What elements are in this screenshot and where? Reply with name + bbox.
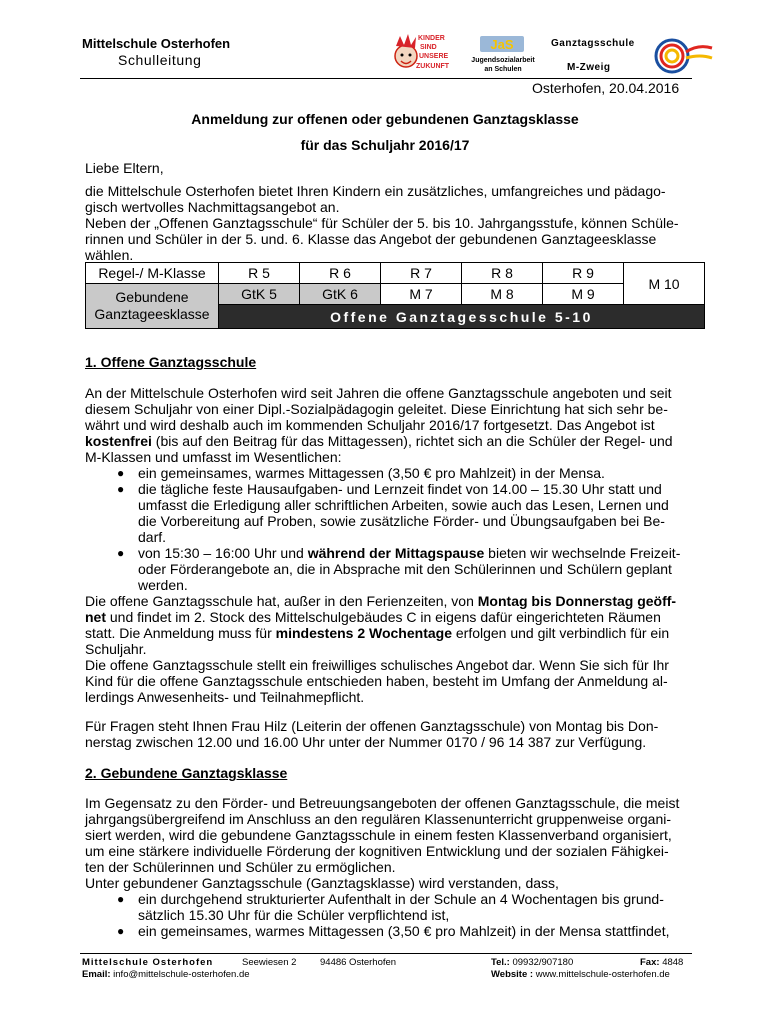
s1-bullet-1: ein gemeinsames, warmes Mittagessen (3,50 € pro Mahlzeit) in der Mensa. — [138, 465, 605, 481]
intro-line: gisch wertvolles Nachmittagsangebot an. — [85, 199, 340, 215]
footer-tel-label: Tel.: — [491, 957, 510, 968]
footer-fax-label: Fax: — [640, 957, 660, 968]
s1-p2-l3-pre: statt. Die Anmeldung muss für — [85, 625, 276, 641]
s1-b3-bold: während der Mittagspause — [307, 545, 485, 561]
s2-line: um eine stärkere individuelle Förderung der kognitiven Entwicklung und der sozialen Fähigkei- — [85, 843, 669, 859]
cell-m8: M 8 — [462, 284, 543, 305]
s2-bullet-2: ein gemeinsames, warmes Mittagessen (3,50 € pro Mahlzeit) in der Mensa stattfindet, — [138, 923, 670, 939]
s1-bullet-3 — [138, 545, 680, 561]
s1-p2 — [85, 609, 661, 625]
footer-web — [491, 969, 670, 981]
intro-line: Neben der „Offenen Ganztagsschule“ für Schüler der 5. bis 10. Jahrgangsstufe, können Schüle- — [85, 215, 679, 231]
s1-bullet-3: oder Förderangebote an, die in Absprache mit den Schülerinnen und Schülern geplant — [138, 561, 672, 577]
s2-line: siert werden, wird die gebundene Ganztagsschule in einem festen Klassenverband organisiert, — [85, 827, 672, 843]
cell-m7: M 7 — [381, 284, 462, 305]
cell-r8: R 8 — [462, 263, 543, 284]
section2-heading: 2. Gebundene Ganztagsklasse — [85, 765, 288, 781]
s1-line: diesem Schuljahr von einer Dipl.-Sozialpädagogin geleitet. Diese Einrichtung hat sich sehr be- — [85, 401, 668, 417]
intro-line: die Mittelschule Osterhofen bietet Ihren Kindern ein zusätzliches, umfangreiches und pädago- — [85, 183, 666, 199]
s1-line: währt und wird deshalb auch im kommenden Schuljahr 2016/17 fortgesetzt. Das Angebot ist — [85, 417, 655, 433]
section1-heading: 1. Offene Ganztagsschule — [85, 354, 257, 370]
s1-p4: Für Fragen steht Ihnen Frau Hilz (Leiterin der offenen Ganztagsschule) von Montag bis Don- — [85, 718, 659, 734]
s1-b3-pre: von 15:30 – 16:00 Uhr und — [138, 545, 308, 561]
footer-email — [82, 969, 250, 981]
s1-bullet-3: werden. — [138, 577, 188, 593]
footer-street: Seewiesen 2 — [242, 957, 297, 968]
s1-p2-l3-bold: mindestens 2 Wochentage — [275, 625, 452, 641]
date-line: Osterhofen, 20.04.2016 — [532, 80, 680, 96]
s1-p4: nerstag zwischen 12.00 und 16.00 Uhr unter der Nummer 0170 / 96 14 387 zur Verfügung. — [85, 734, 647, 750]
cell-r9: R 9 — [543, 263, 624, 284]
s1-line: An der Mittelschule Osterhofen wird seit Jahren die offene Ganztagsschule angeboten und seit — [85, 385, 672, 401]
footer-rule — [80, 953, 692, 954]
s2-bullet-1: sätzlich 15.30 Uhr für die Schüler verpflichtend ist, — [138, 907, 450, 923]
cell-r6: R 6 — [300, 263, 381, 284]
s1-bullet-2: darf. — [138, 529, 167, 545]
s1-bullet-2: umfasst die Erledigung aller schriftlichen Arbeiten, sowie auch das Lesen, Lernen und — [138, 497, 669, 513]
footer-fax-value: 4848 — [662, 957, 684, 968]
ganztagsschule-label: Ganztagsschule — [551, 38, 635, 49]
bullet-icon: ● — [117, 466, 125, 480]
row-label-gebunden — [86, 284, 219, 329]
s1-line — [85, 433, 673, 449]
s1-p3: lerdings Anwesenheits- und Teilnahmepflicht. — [85, 689, 365, 705]
s1-p2 — [85, 593, 676, 609]
s1-p2-l2: und findet im 2. Stock des Mittelschulgebäudes C in eigens dafür eingerichteten Räumen — [106, 609, 661, 625]
bullet-icon: ● — [117, 482, 125, 496]
footer-email-value[interactable]: info@mittelschule-osterhofen.de — [113, 969, 250, 980]
spiral-logo — [652, 36, 714, 76]
s2-line: Unter gebundener Ganztagsschule (Ganztagsklasse) wird verstanden, dass, — [85, 875, 559, 891]
cell-gtk5: GtK 5 — [219, 284, 300, 305]
cell-r7: R 7 — [381, 263, 462, 284]
s2-line: ten der Schülerinnen und Schüler zu ermöglichen. — [85, 859, 396, 875]
svg-text:ZUKUNFT: ZUKUNFT — [416, 63, 450, 70]
row-label-gebunden-2: Ganztageesklasse — [94, 306, 210, 322]
page-title: Anmeldung zur offenen oder gebundenen Ganztagsklasse — [191, 111, 579, 127]
footer-fax — [640, 957, 683, 969]
svg-text:SIND: SIND — [420, 44, 437, 51]
header-rule — [80, 78, 692, 79]
s1-p2-bold: Montag bis Donnerstag geöff- — [477, 593, 677, 609]
footer-email-label: Email: — [82, 969, 111, 980]
page-subtitle: für das Schuljahr 2016/17 — [300, 137, 470, 153]
offene-ganztagsschule-bar: Offene Ganztagesschule 5-10 — [219, 305, 705, 329]
s1-p2-l2-bold: net — [85, 609, 106, 625]
s1-p2: Schuljahr. — [85, 641, 147, 657]
cell-m9: M 9 — [543, 284, 624, 305]
bullet-icon: ● — [117, 892, 125, 906]
office-label: Schulleitung — [118, 52, 202, 68]
s1-p3: Die offene Ganztagsschule stellt ein freiwilliges schulisches Angebot dar. Wenn Sie sich für Ihr — [85, 657, 669, 673]
svg-text:UNSERE: UNSERE — [419, 53, 449, 60]
footer-tel-value: 09932/907180 — [512, 957, 574, 968]
intro-line: rinnen und Schüler in der 5. und. 6. Klasse das Angebot der gebundenen Ganztageesklasse — [85, 231, 657, 247]
s1-line-rest: (bis auf den Beitrag für das Mittagessen), richtet sich an die Schüler der Regel- und — [151, 433, 673, 449]
footer-city: 94486 Osterhofen — [320, 957, 397, 968]
s2-line: Im Gegensatz zu den Förder- und Betreuungsangeboten der offenen Ganztagsschule, die meist — [85, 795, 680, 811]
s1-p2-pre: Die offene Ganztagsschule hat, außer in den Ferienzeiten, von — [85, 593, 478, 609]
cell-m10: M 10 — [624, 263, 705, 305]
s1-p3: Kind für die offene Ganztagsschule entschieden haben, besteht im Umfang der Anmeldung al- — [85, 673, 668, 689]
footer-tel — [491, 957, 573, 969]
kostenfrei-bold: kostenfrei — [85, 433, 152, 449]
cell-gtk6: GtK 6 — [300, 284, 381, 305]
class-table — [85, 262, 705, 329]
s2-line: jahrgangsübergreifend im Anschluss an den regulären Klassenunterricht gruppenweise organi- — [85, 811, 672, 827]
s1-p2-l3-post: erfolgen und gilt verbindlich für ein — [451, 625, 670, 641]
row-label-gebunden-1: Gebundene — [115, 289, 189, 305]
s1-line: M-Klassen und umfasst im Wesentlichen: — [85, 449, 342, 465]
intro-line: wählen. — [85, 247, 134, 263]
cell-r5: R 5 — [219, 263, 300, 284]
kinder-zukunft-logo — [392, 28, 454, 78]
s1-b3-post: bieten wir wechselnde Freizeit- — [484, 545, 681, 561]
greeting: Liebe Eltern, — [85, 160, 164, 176]
svg-text:KINDER: KINDER — [418, 35, 445, 42]
row-label-regel: Regel-/ M-Klasse — [86, 263, 219, 284]
footer-web-value[interactable]: www.mittelschule-osterhofen.de — [535, 969, 670, 980]
bullet-icon: ● — [117, 546, 125, 560]
svg-text:JaS: JaS — [490, 37, 514, 52]
bullet-icon: ● — [117, 924, 125, 938]
footer-web-label: Website : — [491, 969, 534, 980]
school-name: Mittelschule Osterhofen — [82, 36, 231, 51]
s1-bullet-2: die Vorbereitung auf Proben, sowie zusätzliche Förder- und Übungsaufgaben bei Be- — [138, 513, 665, 529]
mzweig-label: M-Zweig — [567, 62, 611, 73]
s1-p2 — [85, 625, 669, 641]
footer-school: Mittelschule Osterhofen — [82, 957, 214, 968]
s1-bullet-2: die tägliche feste Hausaufgaben- und Lernzeit findet von 14.00 – 15.30 Uhr statt und — [138, 481, 662, 497]
s2-bullet-1: ein durchgehend strukturierter Aufenthalt in der Schule an 4 Wochentagen bis grund- — [138, 891, 664, 907]
jas-logo — [480, 36, 524, 52]
jas-caption: Jugendsozialarbeit an Schulen — [471, 57, 535, 73]
